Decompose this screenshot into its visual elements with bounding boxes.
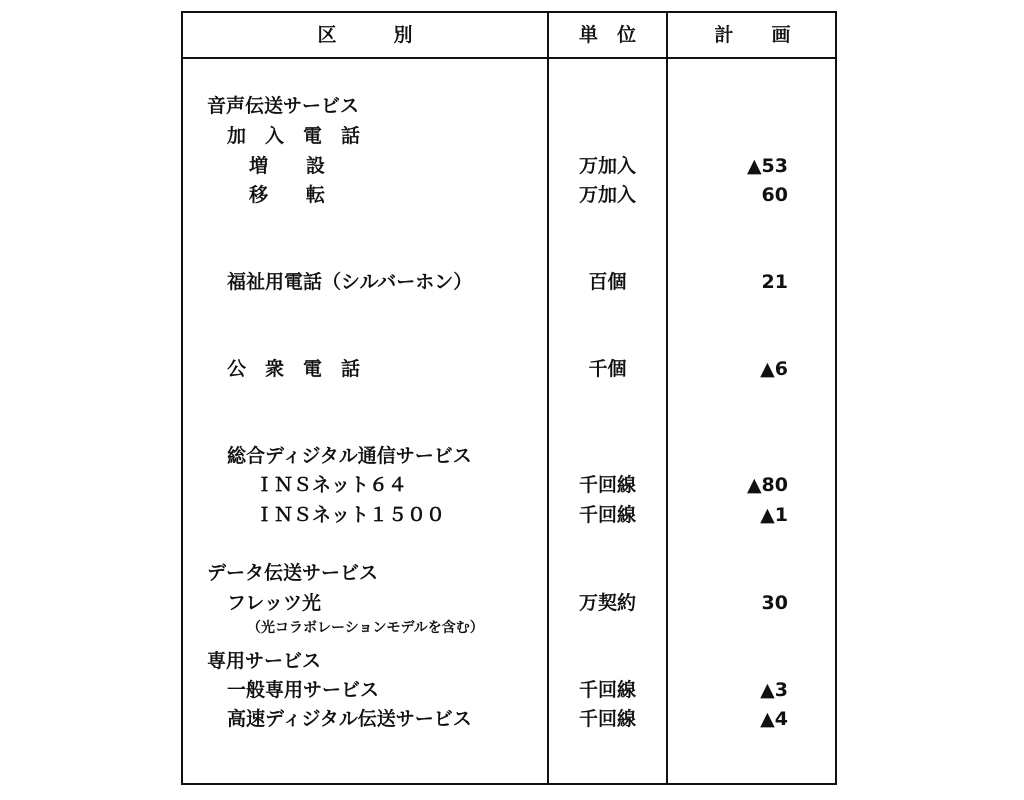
- table-row: [183, 704, 835, 734]
- row-unit: 千回線: [578, 708, 636, 730]
- row-label: 高速ディジタル伝送サービス: [227, 708, 472, 730]
- row-value: 21: [761, 271, 788, 293]
- row-label: データ伝送サービス: [207, 562, 379, 584]
- row-value: 60: [761, 184, 788, 206]
- row-unit: 万加入: [578, 155, 636, 177]
- table-row: [183, 267, 835, 297]
- row-label: フレッツ光: [227, 592, 322, 614]
- row-value: ▲80: [746, 474, 788, 496]
- table-row: [183, 500, 835, 530]
- table-row: [183, 180, 835, 210]
- row-value: ▲1: [760, 504, 788, 526]
- table-row: [183, 675, 835, 705]
- row-unit: 千個: [588, 358, 627, 380]
- row-unit: 千回線: [578, 504, 636, 526]
- row-unit: 千回線: [578, 474, 636, 496]
- row-label: 加 入 電 話: [227, 125, 361, 147]
- row-label: ＩＮＳネット６４: [255, 474, 408, 496]
- header-unit: 単 位: [578, 24, 636, 46]
- row-value: ▲53: [746, 155, 788, 177]
- table-row: [183, 354, 835, 384]
- table-row: [183, 558, 835, 588]
- table-row: [183, 121, 835, 151]
- row-unit: 万加入: [578, 184, 636, 206]
- row-unit: 万契約: [578, 592, 636, 614]
- row-label: ＩＮＳネット１５００: [255, 504, 446, 526]
- row-label: 一般専用サービス: [227, 679, 380, 701]
- row-label: 増 設: [249, 155, 326, 177]
- row-label: 音声伝送サービス: [207, 95, 360, 117]
- header-category: 区 別: [317, 24, 413, 46]
- row-value: ▲4: [760, 708, 788, 730]
- row-label: 専用サービス: [207, 650, 322, 672]
- header-divider: [183, 57, 835, 59]
- row-value: ▲6: [760, 358, 788, 380]
- row-unit: 千回線: [578, 679, 636, 701]
- row-value: 30: [761, 592, 788, 614]
- table-row: [183, 470, 835, 500]
- table-row: [183, 613, 835, 643]
- header-plan: 計 画: [714, 24, 791, 46]
- table-row: [183, 91, 835, 121]
- table-row: [183, 151, 835, 181]
- row-label: 移 転: [249, 184, 326, 206]
- row-value: ▲3: [760, 679, 788, 701]
- table-row: [183, 441, 835, 471]
- row-label: 公 衆 電 話: [227, 358, 361, 380]
- row-label: 福祉用電話（シルバーホン）: [227, 271, 473, 293]
- row-label: 総合ディジタル通信サービス: [227, 445, 472, 467]
- row-note: （光コラボレーションモデルを含む）: [247, 620, 484, 636]
- table-row: [183, 646, 835, 676]
- row-unit: 百個: [588, 271, 627, 293]
- plan-table: [181, 11, 837, 785]
